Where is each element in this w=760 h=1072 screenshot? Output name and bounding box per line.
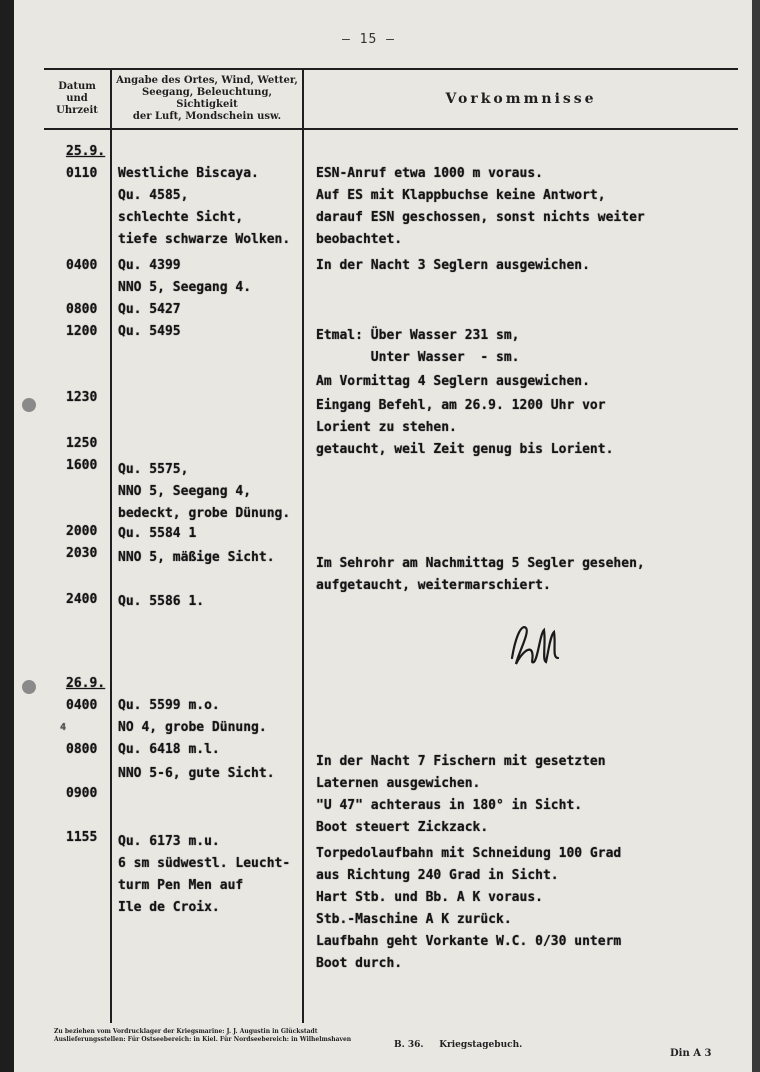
place-entry: Qu. 4585, xyxy=(118,188,189,203)
form-name: Kriegstagebuch. xyxy=(439,1040,523,1050)
event-entry: Laternen ausgewichen. xyxy=(316,776,481,791)
event-entry: In der Nacht 3 Seglern ausgewichen. xyxy=(316,258,590,273)
event-entry: Hart Stb. und Bb. A K voraus. xyxy=(316,890,543,905)
event-entry: ESN-Anruf etwa 1000 m voraus. xyxy=(316,166,543,181)
column-divider-place xyxy=(302,68,304,1023)
place-entry: NO 4, grobe Dünung. xyxy=(118,720,267,735)
event-entry: Unter Wasser - sm. xyxy=(316,350,520,365)
event-entry: Boot steuert Zickzack. xyxy=(316,820,489,835)
place-entry: NNO 5, Seegang 4, xyxy=(118,484,252,499)
place-entry: Qu. 5599 m.o. xyxy=(118,698,220,713)
event-entry: aus Richtung 240 Grad in Sicht. xyxy=(316,868,559,883)
printer-imprint xyxy=(54,1028,351,1044)
event-entry: Eingang Befehl, am 26.9. 1200 Uhr vor xyxy=(316,398,606,413)
time-entry: 2400 xyxy=(66,592,98,607)
punch-hole xyxy=(22,398,36,412)
place-entry: Qu. 5584 1 xyxy=(118,526,197,541)
column-divider-date xyxy=(110,68,112,1023)
printer-line: Auslieferungsstellen: Für Ostseebereich: in Kiel. Für Nordseebereich: in Wilhelmshaven xyxy=(54,1036,352,1043)
time-entry: 1230 xyxy=(66,390,98,405)
signature-mark xyxy=(504,614,564,674)
event-entry: In der Nacht 7 Fischern mit gesetzten xyxy=(316,754,606,769)
page-number: — 15 — xyxy=(342,32,395,47)
place-entry: Qu. 5575, xyxy=(118,462,189,477)
form-number: B. 36. xyxy=(394,1040,424,1050)
time-entry: 0800 xyxy=(66,302,98,317)
place-entry: Qu. 5586 1. xyxy=(118,594,205,609)
time-entry: 0800 xyxy=(66,742,98,757)
place-entry: Qu. 4399 xyxy=(118,258,181,273)
time-entry: 0400 xyxy=(66,258,98,273)
time-entry: 0110 xyxy=(66,166,98,181)
event-entry: "U 47" achteraus in 180° in Sicht. xyxy=(316,798,583,813)
place-entry: 6 sm südwestl. Leucht- xyxy=(118,856,291,871)
place-entry: tiefe schwarze Wolken. xyxy=(118,232,291,247)
logbook-page xyxy=(14,0,752,1072)
time-entry: 2000 xyxy=(66,524,98,539)
place-entry: NNO 5, mäßige Sicht. xyxy=(118,550,275,565)
place-entry: Qu. 5495 xyxy=(118,324,181,339)
punch-hole xyxy=(22,680,36,694)
place-entry: bedeckt, grobe Dünung. xyxy=(118,506,291,521)
event-entry: Lorient zu stehen. xyxy=(316,420,457,435)
place-entry: schlechte Sicht, xyxy=(118,210,244,225)
place-entry: Qu. 6173 m.u. xyxy=(118,834,220,849)
event-entry: Am Vormittag 4 Seglern ausgewichen. xyxy=(316,374,590,389)
time-entry: 0900 xyxy=(66,786,98,801)
event-entry: getaucht, weil Zeit genug bis Lorient. xyxy=(316,442,614,457)
form-code xyxy=(394,1040,522,1050)
event-entry: aufgetaucht, weitermarschiert. xyxy=(316,578,551,593)
printer-line: Zu beziehen vom Vordrucklager der Kriegsmarine: J. J. Augustin in Glückstadt xyxy=(54,1028,318,1035)
event-entry: Boot durch. xyxy=(316,956,403,971)
paper-size: Din A 3 xyxy=(670,1048,712,1059)
time-entry: 4 xyxy=(60,722,67,733)
event-entry: Etmal: Über Wasser 231 sm, xyxy=(316,328,520,343)
event-entry: Torpedolaufbahn mit Schneidung 100 Grad xyxy=(316,846,622,861)
place-entry: Ile de Croix. xyxy=(118,900,220,915)
event-entry: Stb.-Maschine A K zurück. xyxy=(316,912,512,927)
place-entry: turm Pen Men auf xyxy=(118,878,244,893)
place-entry: NNO 5-6, gute Sicht. xyxy=(118,766,275,781)
header-bottom-rule xyxy=(44,128,738,130)
event-entry: Laufbahn geht Vorkante W.C. 0/30 unterm xyxy=(316,934,622,949)
header-events: Vorkommnisse xyxy=(445,91,597,107)
place-entry: Westliche Biscaya. xyxy=(118,166,259,181)
time-entry: 0400 xyxy=(66,698,98,713)
time-entry: 2030 xyxy=(66,546,98,561)
header-date-time: Datum und Uhrzeit xyxy=(56,81,98,116)
time-entry: 1200 xyxy=(66,324,98,339)
event-entry: Auf ES mit Klappbuchse keine Antwort, xyxy=(316,188,606,203)
place-entry: Qu. 5427 xyxy=(118,302,181,317)
place-entry: NNO 5, Seegang 4. xyxy=(118,280,252,295)
time-entry: 1250 xyxy=(66,436,98,451)
time-entry: 1600 xyxy=(66,458,98,473)
event-entry: beobachtet. xyxy=(316,232,403,247)
event-entry: Im Sehrohr am Nachmittag 5 Segler gesehen, xyxy=(316,556,645,571)
event-entry: darauf ESN geschossen, sonst nichts weiter xyxy=(316,210,645,225)
date-entry: 25.9. xyxy=(66,144,106,159)
header-place-weather: Angabe des Ortes, Wind, Wetter, Seegang, Beleuchtung, Sichtigkeit der Luft, Mondschein usw. xyxy=(116,75,298,122)
place-entry: Qu. 6418 m.l. xyxy=(118,742,220,757)
date-entry: 26.9. xyxy=(66,676,106,691)
time-entry: 1155 xyxy=(66,830,98,845)
